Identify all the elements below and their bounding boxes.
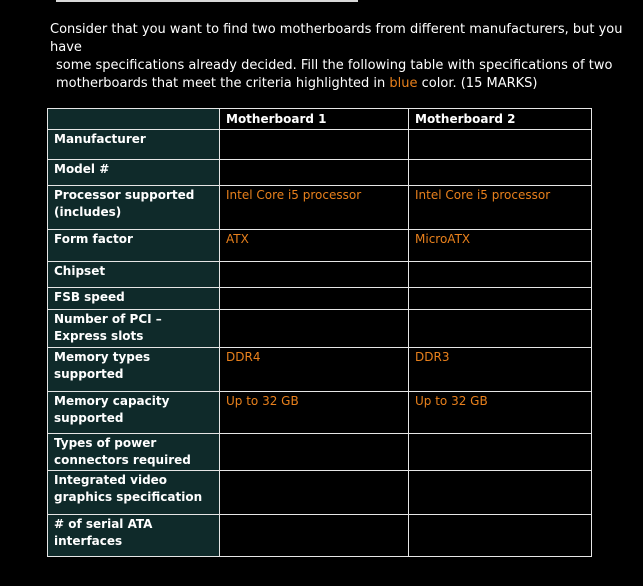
motherboard-2-cell[interactable] — [409, 471, 592, 515]
motherboard-1-cell[interactable]: Up to 32 GB — [220, 392, 409, 434]
motherboard-2-cell[interactable] — [409, 434, 592, 471]
motherboard-2-cell[interactable] — [409, 160, 592, 186]
header-motherboard-2: Motherboard 2 — [409, 109, 592, 130]
row-label: # of serial ATA interfaces — [48, 515, 220, 557]
question-text — [50, 21, 630, 93]
table-row — [48, 160, 592, 186]
table-row — [48, 288, 592, 310]
motherboard-2-cell[interactable] — [409, 515, 592, 557]
question-line-3-end: color. (15 MARKS) — [417, 76, 538, 91]
row-label: Integrated video graphics specification — [48, 471, 220, 515]
table-row — [48, 471, 592, 515]
question-line-1: Consider that you want to find two motherboards from different manufacturers, but you have — [50, 22, 623, 55]
motherboard-2-cell[interactable] — [409, 262, 592, 288]
motherboard-1-cell[interactable] — [220, 130, 409, 160]
top-divider — [56, 0, 358, 2]
motherboard-1-cell[interactable]: ATX — [220, 230, 409, 262]
header-corner-cell — [48, 109, 220, 130]
table-row — [48, 434, 592, 471]
motherboard-2-cell[interactable] — [409, 310, 592, 348]
question-line-3 — [50, 75, 630, 93]
table-row — [48, 392, 592, 434]
table-row — [48, 130, 592, 160]
motherboard-2-cell[interactable]: Intel Core i5 processor — [409, 186, 592, 230]
table-row — [48, 515, 592, 557]
table-row — [48, 310, 592, 348]
motherboard-2-cell[interactable] — [409, 130, 592, 160]
table-row — [48, 230, 592, 262]
row-label: Manufacturer — [48, 130, 220, 160]
row-label: Memory capacity supported — [48, 392, 220, 434]
header-row — [48, 109, 592, 130]
spec-table — [47, 108, 592, 557]
header-motherboard-1: Motherboard 1 — [220, 109, 409, 130]
row-label: Form factor — [48, 230, 220, 262]
motherboard-1-cell[interactable]: Intel Core i5 processor — [220, 186, 409, 230]
question-line-2: some specifications already decided. Fill the following table with specifications of two — [56, 58, 613, 73]
motherboard-1-cell[interactable] — [220, 471, 409, 515]
table-row — [48, 186, 592, 230]
row-label: Processor supported (includes) — [48, 186, 220, 230]
motherboard-2-cell[interactable]: DDR3 — [409, 348, 592, 392]
table-row — [48, 348, 592, 392]
motherboard-2-cell[interactable] — [409, 288, 592, 310]
table-row — [48, 262, 592, 288]
motherboard-1-cell[interactable] — [220, 160, 409, 186]
motherboard-1-cell[interactable] — [220, 262, 409, 288]
row-label: Chipset — [48, 262, 220, 288]
motherboard-2-cell[interactable]: MicroATX — [409, 230, 592, 262]
row-label: FSB speed — [48, 288, 220, 310]
question-line-3-start: motherboards that meet the criteria highlighted in — [56, 76, 390, 91]
row-label: Model # — [48, 160, 220, 186]
motherboard-1-cell[interactable]: DDR4 — [220, 348, 409, 392]
motherboard-1-cell[interactable] — [220, 288, 409, 310]
motherboard-2-cell[interactable]: Up to 32 GB — [409, 392, 592, 434]
row-label: Types of power connectors required — [48, 434, 220, 471]
motherboard-1-cell[interactable] — [220, 310, 409, 348]
highlight-word: blue — [389, 76, 418, 91]
motherboard-1-cell[interactable] — [220, 434, 409, 471]
row-label: Number of PCI – Express slots — [48, 310, 220, 348]
motherboard-1-cell[interactable] — [220, 515, 409, 557]
row-label: Memory types supported — [48, 348, 220, 392]
